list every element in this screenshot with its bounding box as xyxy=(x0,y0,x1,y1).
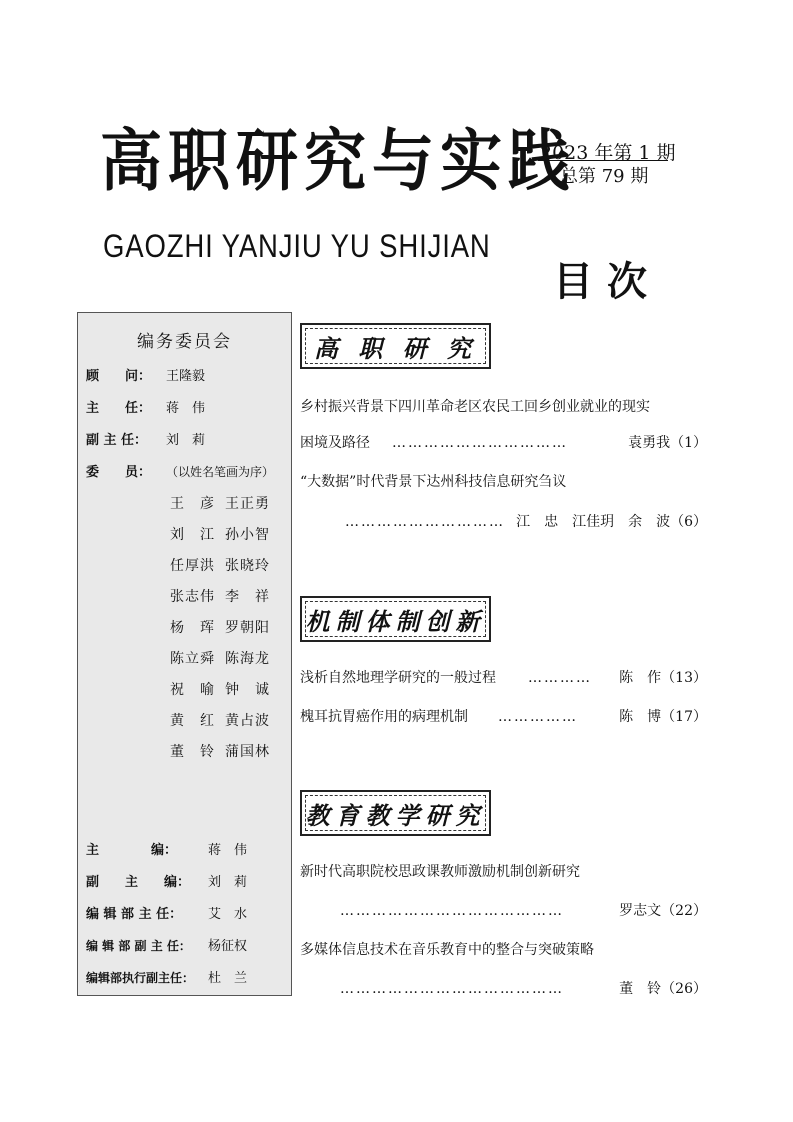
editor-label: 编辑部执行副主任： xyxy=(86,971,195,985)
editor-label: 编 辑 部 主 任： xyxy=(86,907,183,922)
editor-row xyxy=(86,935,247,954)
leader-dots: ………… xyxy=(528,670,592,686)
editor-label: 编 辑 部 副 主 任： xyxy=(86,939,191,953)
article-author: 罗志文 xyxy=(619,903,662,919)
role-label: 顾 问： xyxy=(86,369,152,384)
article-author: 陈 作 xyxy=(619,670,662,686)
contents-heading: 目次 xyxy=(553,259,661,305)
member-name: 蒲国林 xyxy=(225,744,270,760)
issue-number: 2023 年第 1 期 xyxy=(540,142,676,164)
journal-title: 高职研究与实践 xyxy=(100,121,577,201)
member-name: 张志伟 xyxy=(170,589,215,605)
section-title: 教育教学研究 xyxy=(305,800,486,830)
page-number: （1） xyxy=(670,435,707,451)
role-label: 副 主 任： xyxy=(86,433,148,448)
leader-dots: …………………………………… xyxy=(340,981,564,997)
article-title[interactable]: 多媒体信息技术在音乐教育中的整合与突破策略 xyxy=(300,942,594,958)
member-name: 陈立舜 xyxy=(170,651,215,667)
article-author-page xyxy=(619,979,707,999)
article-title[interactable]: 乡村振兴背景下四川革命老区农民工回乡创业就业的现实 xyxy=(300,399,650,415)
member-row xyxy=(170,524,280,544)
leader-dots: …………… xyxy=(498,709,578,725)
member-row xyxy=(170,648,280,668)
editor-label: 主 编： xyxy=(86,843,178,858)
issue-divider xyxy=(538,160,668,161)
member-name: 刘 江 xyxy=(170,527,215,543)
journal-pinyin: GAOZHI YANJIU YU SHIJIAN xyxy=(103,228,491,264)
leader-dots: …………………………… xyxy=(392,435,568,451)
committee-role-row xyxy=(86,397,205,416)
page-number: （26） xyxy=(661,981,707,997)
role-label: 主 任： xyxy=(86,401,152,416)
editor-value: 蒋 伟 xyxy=(208,843,248,858)
section-banner xyxy=(300,790,491,836)
committee-heading: 编务委员会 xyxy=(137,332,232,352)
leader-dots: …………………………………… xyxy=(340,903,564,919)
editor-row xyxy=(86,871,247,890)
section-banner xyxy=(300,323,491,369)
member-row xyxy=(170,617,280,637)
leader-dots: ………………………… xyxy=(345,514,505,530)
member-name: 王正勇 xyxy=(225,496,270,512)
role-value: （以姓名笔画为序） xyxy=(166,465,275,479)
article-author-page xyxy=(619,668,707,688)
member-name: 祝 喻 xyxy=(170,682,215,698)
article-author-page xyxy=(628,433,707,453)
member-row xyxy=(170,741,280,761)
role-label: 委 员： xyxy=(86,465,152,480)
member-name: 张晓玲 xyxy=(225,558,270,574)
member-name: 黄 红 xyxy=(170,713,215,729)
page-number: （13） xyxy=(661,670,707,686)
member-row xyxy=(170,679,280,699)
member-name: 黄占波 xyxy=(225,713,270,729)
member-name: 李 祥 xyxy=(225,589,270,605)
page-number: （17） xyxy=(661,709,707,725)
member-name: 陈海龙 xyxy=(225,651,270,667)
role-value: 王隆毅 xyxy=(166,369,206,384)
article-author: 董 铃 xyxy=(619,981,662,997)
committee-role-row xyxy=(86,461,274,480)
article-title-continued[interactable]: 困境及路径 xyxy=(300,435,370,451)
member-row xyxy=(170,586,280,606)
committee-role-row xyxy=(86,429,205,448)
role-value: 蒋 伟 xyxy=(166,401,206,416)
article-author-page xyxy=(619,707,707,727)
article-author-page xyxy=(619,901,707,921)
member-name: 王 彦 xyxy=(170,496,215,512)
section-title: 机制体制创新 xyxy=(305,606,486,636)
member-row xyxy=(170,710,280,730)
editor-row xyxy=(86,903,247,922)
member-row xyxy=(170,555,280,575)
member-name: 杨 珲 xyxy=(170,620,215,636)
article-title[interactable]: 槐耳抗胃癌作用的病理机制 xyxy=(300,709,468,725)
role-value: 刘 莉 xyxy=(166,433,206,448)
section-title: 高 职 研 究 xyxy=(313,333,478,363)
editor-value: 杨征权 xyxy=(208,939,248,954)
page-number: （6） xyxy=(670,514,707,530)
article-title[interactable]: “大数据”时代背景下达州科技信息研究刍议 xyxy=(300,474,567,490)
page-number: （22） xyxy=(661,903,707,919)
article-author: 袁勇我 xyxy=(628,435,671,451)
editorial-committee-panel xyxy=(77,312,292,996)
editor-value: 刘 莉 xyxy=(208,875,248,890)
member-name: 孙小智 xyxy=(225,527,270,543)
total-issue-number: 总第 79 期 xyxy=(560,166,649,187)
member-name: 罗朝阳 xyxy=(225,620,270,636)
article-author-page xyxy=(516,512,707,532)
article-author: 陈 博 xyxy=(619,709,662,725)
article-author: 江 忠 江佳玥 余 波 xyxy=(516,514,671,530)
member-name: 董 铃 xyxy=(170,744,215,760)
editor-value: 杜 兰 xyxy=(208,971,248,986)
section-banner xyxy=(300,596,491,642)
editor-row xyxy=(86,839,247,858)
article-title[interactable]: 新时代高职院校思政课教师激励机制创新研究 xyxy=(300,864,580,880)
article-title[interactable]: 浅析自然地理学研究的一般过程 xyxy=(300,670,496,686)
editor-label: 副 主 编： xyxy=(86,875,191,890)
member-row xyxy=(170,493,280,513)
committee-role-row xyxy=(86,365,205,384)
editor-row xyxy=(86,967,247,986)
editor-value: 艾 水 xyxy=(208,907,248,922)
member-name: 任厚洪 xyxy=(170,558,215,574)
member-name: 钟 诚 xyxy=(225,682,270,698)
